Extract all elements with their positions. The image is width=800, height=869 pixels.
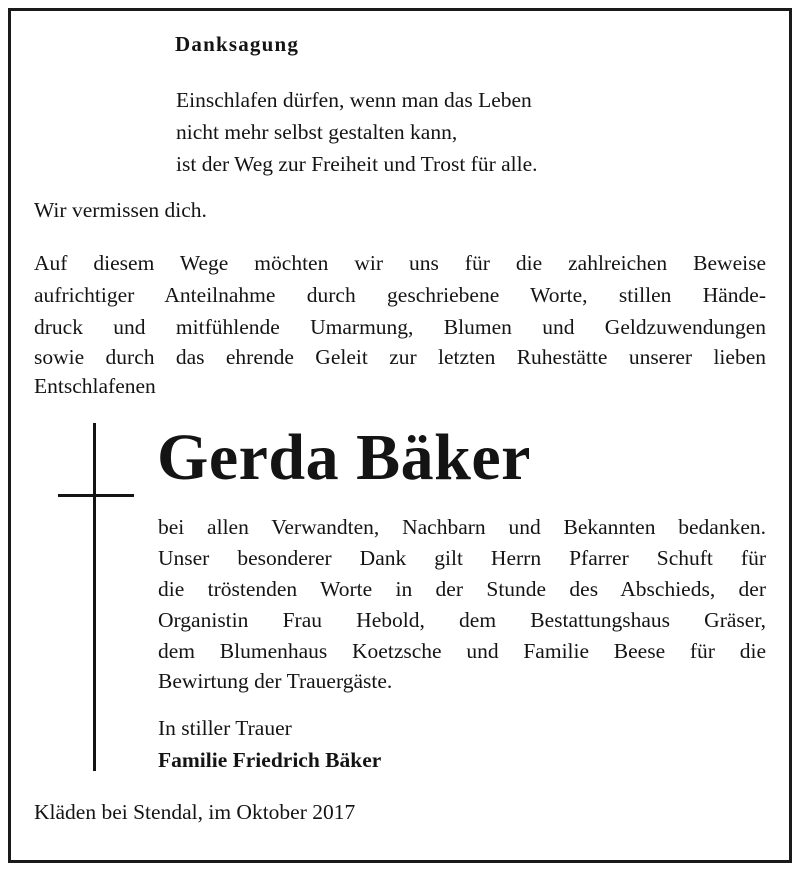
miss-line: Wir vermissen dich. — [34, 198, 207, 222]
intro-line: Auf diesem Wege möchten wir uns für die zahlreichen Beweise — [34, 251, 766, 275]
thanks-line: Bewirtung der Trauergäste. — [158, 669, 393, 693]
cross-horizontal-bar — [58, 494, 134, 497]
notice-heading: Danksagung — [175, 32, 300, 56]
deceased-name: Gerda Bäker — [157, 421, 531, 494]
thanks-line: Organistin Frau Hebold, dem Bestattungshaus Gräser, — [158, 608, 766, 632]
poem-block — [176, 84, 538, 180]
poem-line: nicht mehr selbst gestalten kann, — [176, 120, 458, 144]
poem-line: ist der Weg zur Freiheit und Trost für alle. — [176, 152, 538, 176]
cross-vertical-bar — [93, 423, 96, 771]
thanks-line: die tröstenden Worte in der Stunde des Abschieds, der — [158, 577, 766, 601]
poem-line: Einschlafen dürfen, wenn man das Leben — [176, 88, 532, 112]
intro-line: druck und mitfühlende Umarmung, Blumen und Geldzuwendungen — [34, 315, 766, 339]
thanks-line: dem Blumenhaus Koetzsche und Familie Beese für die — [158, 639, 766, 663]
signature: Familie Friedrich Bäker — [158, 748, 382, 772]
intro-line: Entschlafenen — [34, 374, 156, 398]
intro-line: sowie durch das ehrende Geleit zur letzten Ruhestätte unserer lieben — [34, 345, 766, 369]
place-date: Kläden bei Stendal, im Oktober 2017 — [34, 800, 356, 824]
thanks-line: bei allen Verwandten, Nachbarn und Bekannten bedanken. — [158, 515, 766, 539]
intro-line: aufrichtiger Anteilnahme durch geschriebene Worte, stillen Hände- — [34, 283, 766, 307]
thanks-line: Unser besonderer Dank gilt Herrn Pfarrer Schuft für — [158, 546, 766, 570]
mourning-phrase: In stiller Trauer — [158, 716, 292, 740]
